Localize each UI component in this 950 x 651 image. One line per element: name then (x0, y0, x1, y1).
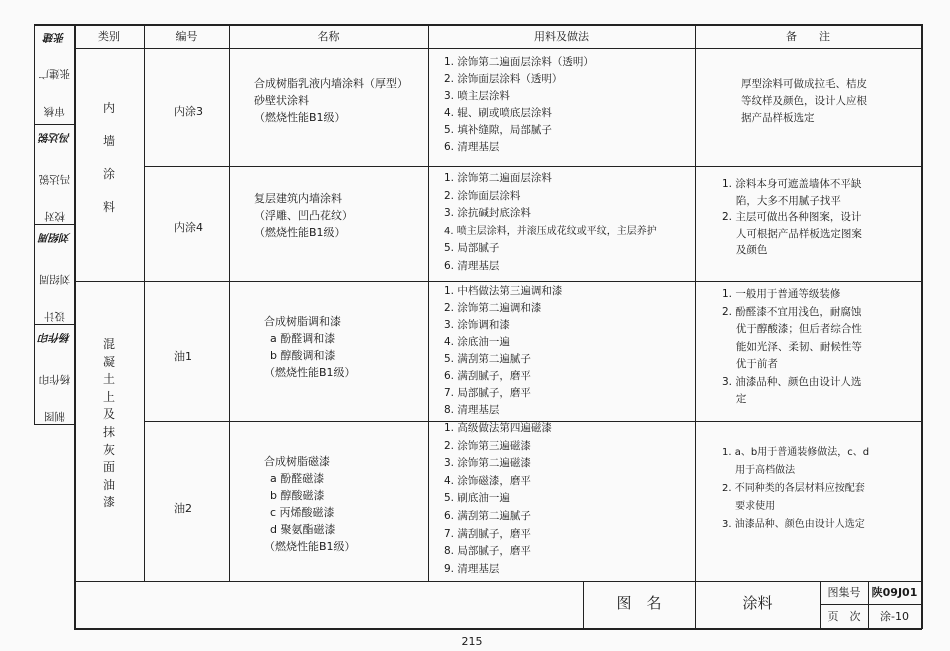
method-step: 9. 清理基层 (444, 562, 500, 575)
method-list (444, 420, 552, 578)
method-step: 4. 涂底油一遍 (444, 336, 510, 348)
category-interior-wall-coating: 内 墙 涂 料 (102, 101, 115, 214)
method-step: 2. 涂饰面层涂料（透明） (444, 73, 563, 85)
name-cell: 合成树脂调和漆 a 酚醛调和漆 b 醇酸调和漆 （燃烧性能B1级） (264, 315, 356, 379)
method-step: 2. 涂饰第三遍磁漆 (444, 439, 531, 452)
name-cell: 合成树脂磁漆 a 酚醛磁漆 b 醇酸磁漆 c 丙烯酸磁漆 d 聚氨酯磁漆 （燃烧性能B1级） (264, 455, 356, 553)
remarks-cell: 厚型涂料可做成拉毛、桔皮 等纹样及颜色，设计人应根 据产品样板选定 (741, 78, 867, 124)
method-step: 4. 涂饰磁漆，磨平 (444, 474, 531, 487)
header-category: 类别 (98, 30, 120, 43)
method-step: 6. 清理基层 (444, 141, 500, 153)
method-step: 4. 辊、刷或喷底层涂料 (444, 107, 552, 119)
page-code: 涂-10 (880, 610, 909, 623)
method-step: 3. 涂饰第二遍磁漆 (444, 457, 531, 470)
header-method: 用料及做法 (534, 30, 589, 43)
page-label: 页 次 (827, 610, 861, 623)
remarks-cell: 1. a、b用于普通装修做法，c、d 用于高档做法 2. 不同种类的各层材料应按配套 要求使用 3. 油漆品种、颜色由设计人选定 (722, 447, 870, 530)
code-cell: 内涂4 (174, 221, 203, 234)
method-step: 5. 满刮第二遍腻子 (444, 353, 531, 365)
method-step: 1. 高级做法第四遍磁漆 (444, 422, 552, 434)
method-step: 5. 填补缝隙，局部腻子 (444, 124, 552, 136)
method-step: 2. 涂饰面层涂料 (444, 189, 521, 202)
method-list (444, 170, 657, 275)
method-step: 3. 涂饰调和漆 (444, 319, 510, 331)
page-number: 215 (461, 635, 483, 648)
code-cell: 油2 (174, 502, 192, 515)
title-block-label: 图 名 (616, 594, 662, 612)
sign-cell-design: 设计 刘绍周 刘绍周 (38, 230, 70, 322)
sign-cell-review: 审核 张建广 张建 (38, 30, 70, 117)
remarks-cell: 1. 一般用于普通等级装修 2. 酚醛漆不宜用浅色，耐腐蚀 优于醇酸漆；但后者综合性 能如光泽、柔韧、耐候性等 优于前者 3. 油漆品种、颜色由设计人选 定 (722, 288, 862, 405)
code-cell: 内涂3 (174, 105, 203, 118)
atlas-number: 陕09J01 (871, 586, 918, 599)
code-cell: 油1 (174, 350, 192, 363)
method-list (444, 283, 562, 419)
method-step: 5. 刷底油一遍 (444, 492, 510, 505)
method-list (444, 54, 594, 156)
method-step: 3. 涂抗碱封底涂料 (444, 207, 531, 219)
sign-cell-drafting: 制图 杨作印 杨作印 (38, 330, 70, 422)
method-step: 8. 清理基层 (444, 404, 500, 416)
name-cell: 复层建筑内墙涂料 （浮雕、凹凸花纹） （燃烧性能B1级） (254, 192, 353, 239)
category-concrete-plaster-paint: 混 凝 土 上 及 抹 灰 面 油 漆 (102, 337, 115, 510)
method-step: 7. 局部腻子，磨平 (444, 387, 531, 399)
method-step: 1. 涂饰第二遍面层涂料（透明） (444, 56, 594, 68)
method-step: 6. 清理基层 (444, 259, 500, 272)
method-step: 3. 喷主层涂料 (444, 90, 510, 102)
atlas-label: 图集号 (827, 586, 861, 599)
method-step: 6. 满刮第二遍腻子 (444, 509, 531, 522)
drawing-title: 涂料 (742, 594, 773, 612)
header-code: 编号 (175, 30, 198, 43)
remarks-cell: 1. 涂料本身可遮盖墙体不平缺 陷，大多不用腻子找平 2. 主层可做出各种图案，设计 人可根据产品样板选定图案 及颜色 (722, 178, 862, 256)
sign-cell-check: 校对 冯达锐 冯达锐 (38, 130, 70, 222)
method-step: 2. 涂饰第二遍调和漆 (444, 302, 542, 314)
method-step: 1. 中档做法第三遍调和漆 (444, 285, 563, 297)
method-step: 6. 满刮腻子，磨平 (444, 370, 531, 382)
method-step: 5. 局部腻子 (444, 242, 500, 254)
method-step: 8. 局部腻子，磨平 (444, 545, 531, 558)
header-remarks: 备 注 (786, 30, 830, 43)
header-name: 名称 (317, 30, 340, 43)
method-step: 1. 涂饰第二遍面层涂料 (444, 172, 552, 184)
method-step: 4. 喷主层涂料，并滚压成花纹或平纹，主层养护 (444, 225, 657, 237)
name-cell: 合成树脂乳液内墙涂料（厚型） 砂壁状涂料 （燃烧性能B1级） (254, 77, 408, 124)
method-step: 7. 满刮腻子，磨平 (444, 527, 531, 540)
